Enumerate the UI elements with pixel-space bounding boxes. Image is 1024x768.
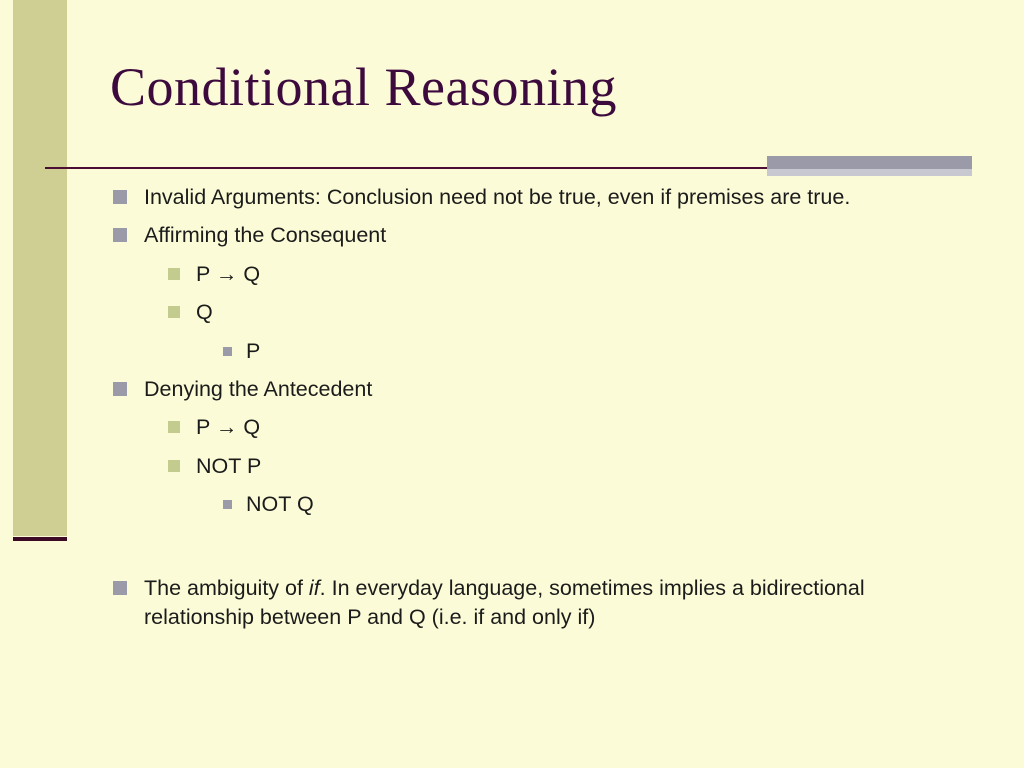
list-item: [113, 375, 993, 403]
list-item: [113, 183, 993, 211]
vertical-spacer: [113, 528, 993, 574]
slide-body: [113, 183, 993, 641]
bullet-square-icon: [168, 268, 180, 280]
list-item-label: Q: [196, 300, 213, 325]
list-item: [168, 413, 993, 441]
list-item: [113, 221, 993, 249]
list-item: [223, 337, 993, 365]
list-item-label: Affirming the Consequent: [144, 223, 387, 248]
list-item: [168, 260, 993, 288]
bullet-square-icon: [223, 500, 232, 509]
bullet-square-icon: [223, 347, 232, 356]
page-title: Conditional Reasoning: [110, 57, 617, 117]
list-item-label: Denying the Antecedent: [144, 376, 373, 401]
list-item: [168, 298, 993, 326]
list-item-label: NOT Q: [246, 492, 314, 516]
bullet-square-icon: [113, 228, 127, 242]
list-item-label: P: [246, 338, 261, 363]
left-decorative-bar: [13, 0, 67, 536]
list-item-label: NOT P: [196, 453, 262, 478]
list-item: [113, 574, 993, 631]
left-bar-underline: [13, 537, 67, 541]
list-item-label: Invalid Arguments: Conclusion need not be true, even if premises are true.: [144, 185, 851, 209]
bullet-square-icon: [113, 581, 127, 595]
bullet-square-icon: [168, 306, 180, 318]
list-item: [168, 452, 993, 480]
list-item-label: The ambiguity of if. In everyday language, sometimes implies a bidirectional relationship between P and Q (i.e. if and only if): [144, 576, 865, 629]
list-item-label: P → Q: [196, 261, 261, 286]
list-item-label: P → Q: [196, 415, 261, 440]
bullet-square-icon: [168, 460, 180, 472]
title-divider-accent-light: [767, 169, 972, 176]
bullet-square-icon: [113, 382, 127, 396]
bullet-square-icon: [113, 190, 127, 204]
bullet-square-icon: [168, 421, 180, 433]
list-item: [223, 490, 993, 518]
